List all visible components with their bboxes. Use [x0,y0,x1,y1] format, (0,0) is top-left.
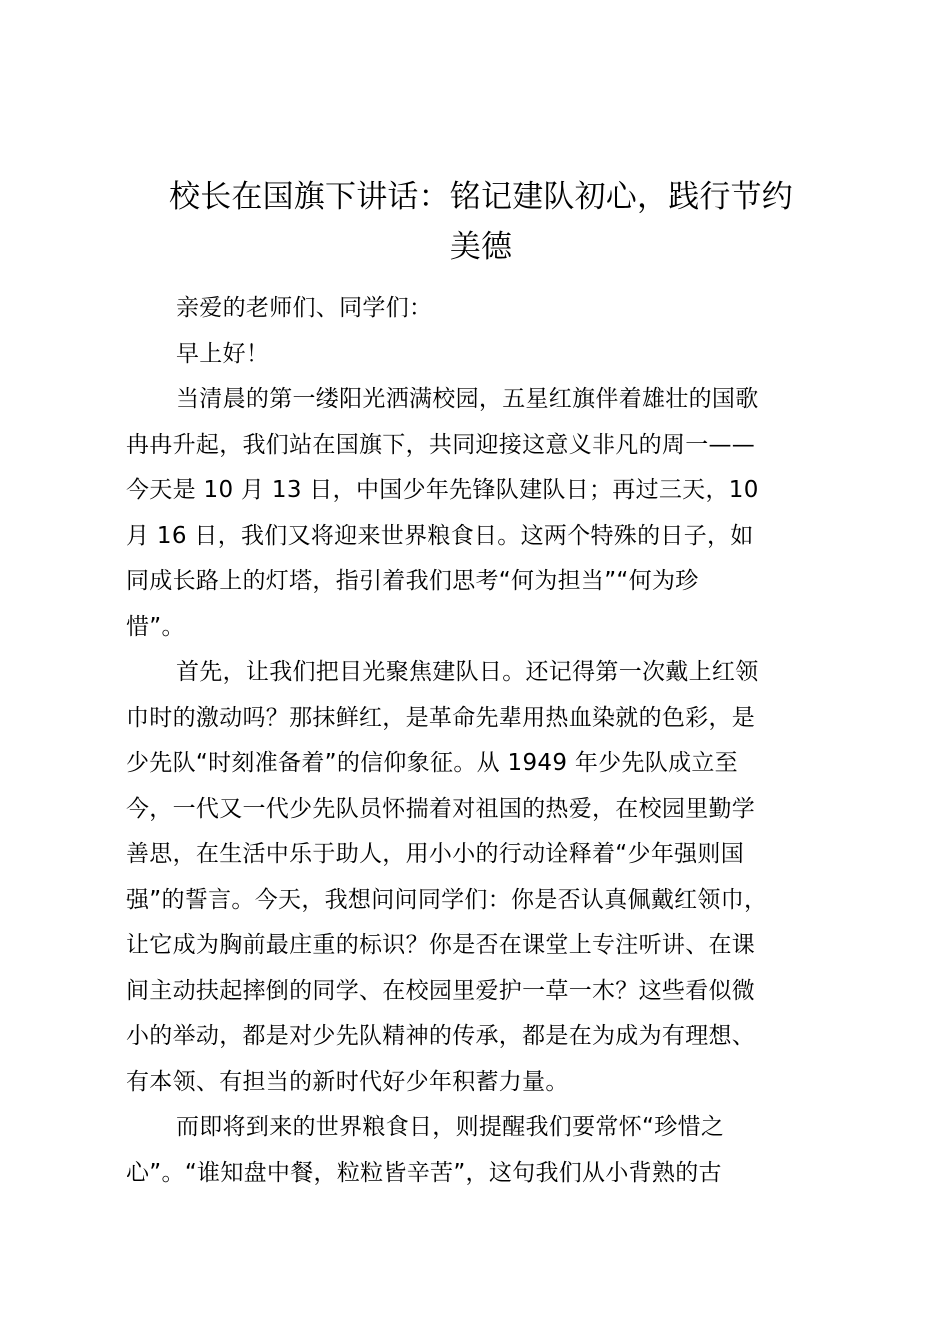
paragraph-line: 首先，让我们把目光聚焦建队日。还记得第一次戴上红领 [176,659,759,685]
title-line-1: 校长在国旗下讲话：铭记建队初心，践行节约 [169,179,793,215]
title-line-2: 美德 [449,229,513,265]
salutation-line: 早上好！ [176,340,270,367]
paragraph-line: 惜”。 [126,613,185,640]
greeting-line: 亲爱的老师们、同学们： [176,295,433,321]
paragraph-line: 少先队“时刻准备着”的信仰象征。从 1949 年少先队成立至 [126,750,738,776]
paragraph-line: 月 16 日，我们又将迎来世界粮食日。这两个特殊的日子，如 [126,522,754,549]
paragraph-line: 冉冉升起，我们站在国旗下，共同迎接这意义非凡的周一—— [126,431,756,458]
paragraph-line: 善思，在生活中乐于助人，用小小的行动诠释着“少年强则国 [126,841,745,867]
paragraph-line: 间主动扶起摔倒的同学、在校园里爱护一草一木？这些看似微 [126,977,756,1004]
paragraph-line: 强”的誓言。今天，我想问问同学们：你是否认真佩戴红领巾， [126,886,768,913]
paragraph-line: 让它成为胸前最庄重的标识？你是否在课堂上专注听讲、在课 [126,932,756,958]
paragraph-3 [126,1105,836,1196]
paragraph-line: 今天是 10 月 13 日，中国少年先锋队建队日；再过三天，10 [126,477,759,503]
paragraph-line: 同成长路上的灯塔，指引着我们思考“何为担当”“何为珍 [126,568,699,594]
paragraph-line: 巾时的激动吗？那抹鲜红，是革命先辈用热血染就的色彩，是 [126,704,756,731]
paragraph-line: 有本领、有担当的新时代好少年积蓄力量。 [126,1068,569,1095]
paragraph-1 [126,377,836,650]
document-page [126,172,836,1196]
paragraph-2 [126,650,836,1105]
paragraph-line: 小的举动，都是对少先队精神的传承，都是在为成为有理想、 [126,1023,756,1049]
document-body [126,286,836,1196]
paragraph-line: 心”。“谁知盘中餐，粒粒皆辛苦”，这句我们从小背熟的古 [126,1159,722,1186]
paragraph-line: 当清晨的第一缕阳光洒满校园，五星红旗伴着雄壮的国歌 [176,386,759,412]
document-title [126,172,836,272]
paragraph-line: 而即将到来的世界粮食日，则提醒我们要常怀“珍惜之 [176,1114,725,1140]
paragraph-line: 今，一代又一代少先队员怀揣着对祖国的热爱，在校园里勤学 [126,795,756,822]
